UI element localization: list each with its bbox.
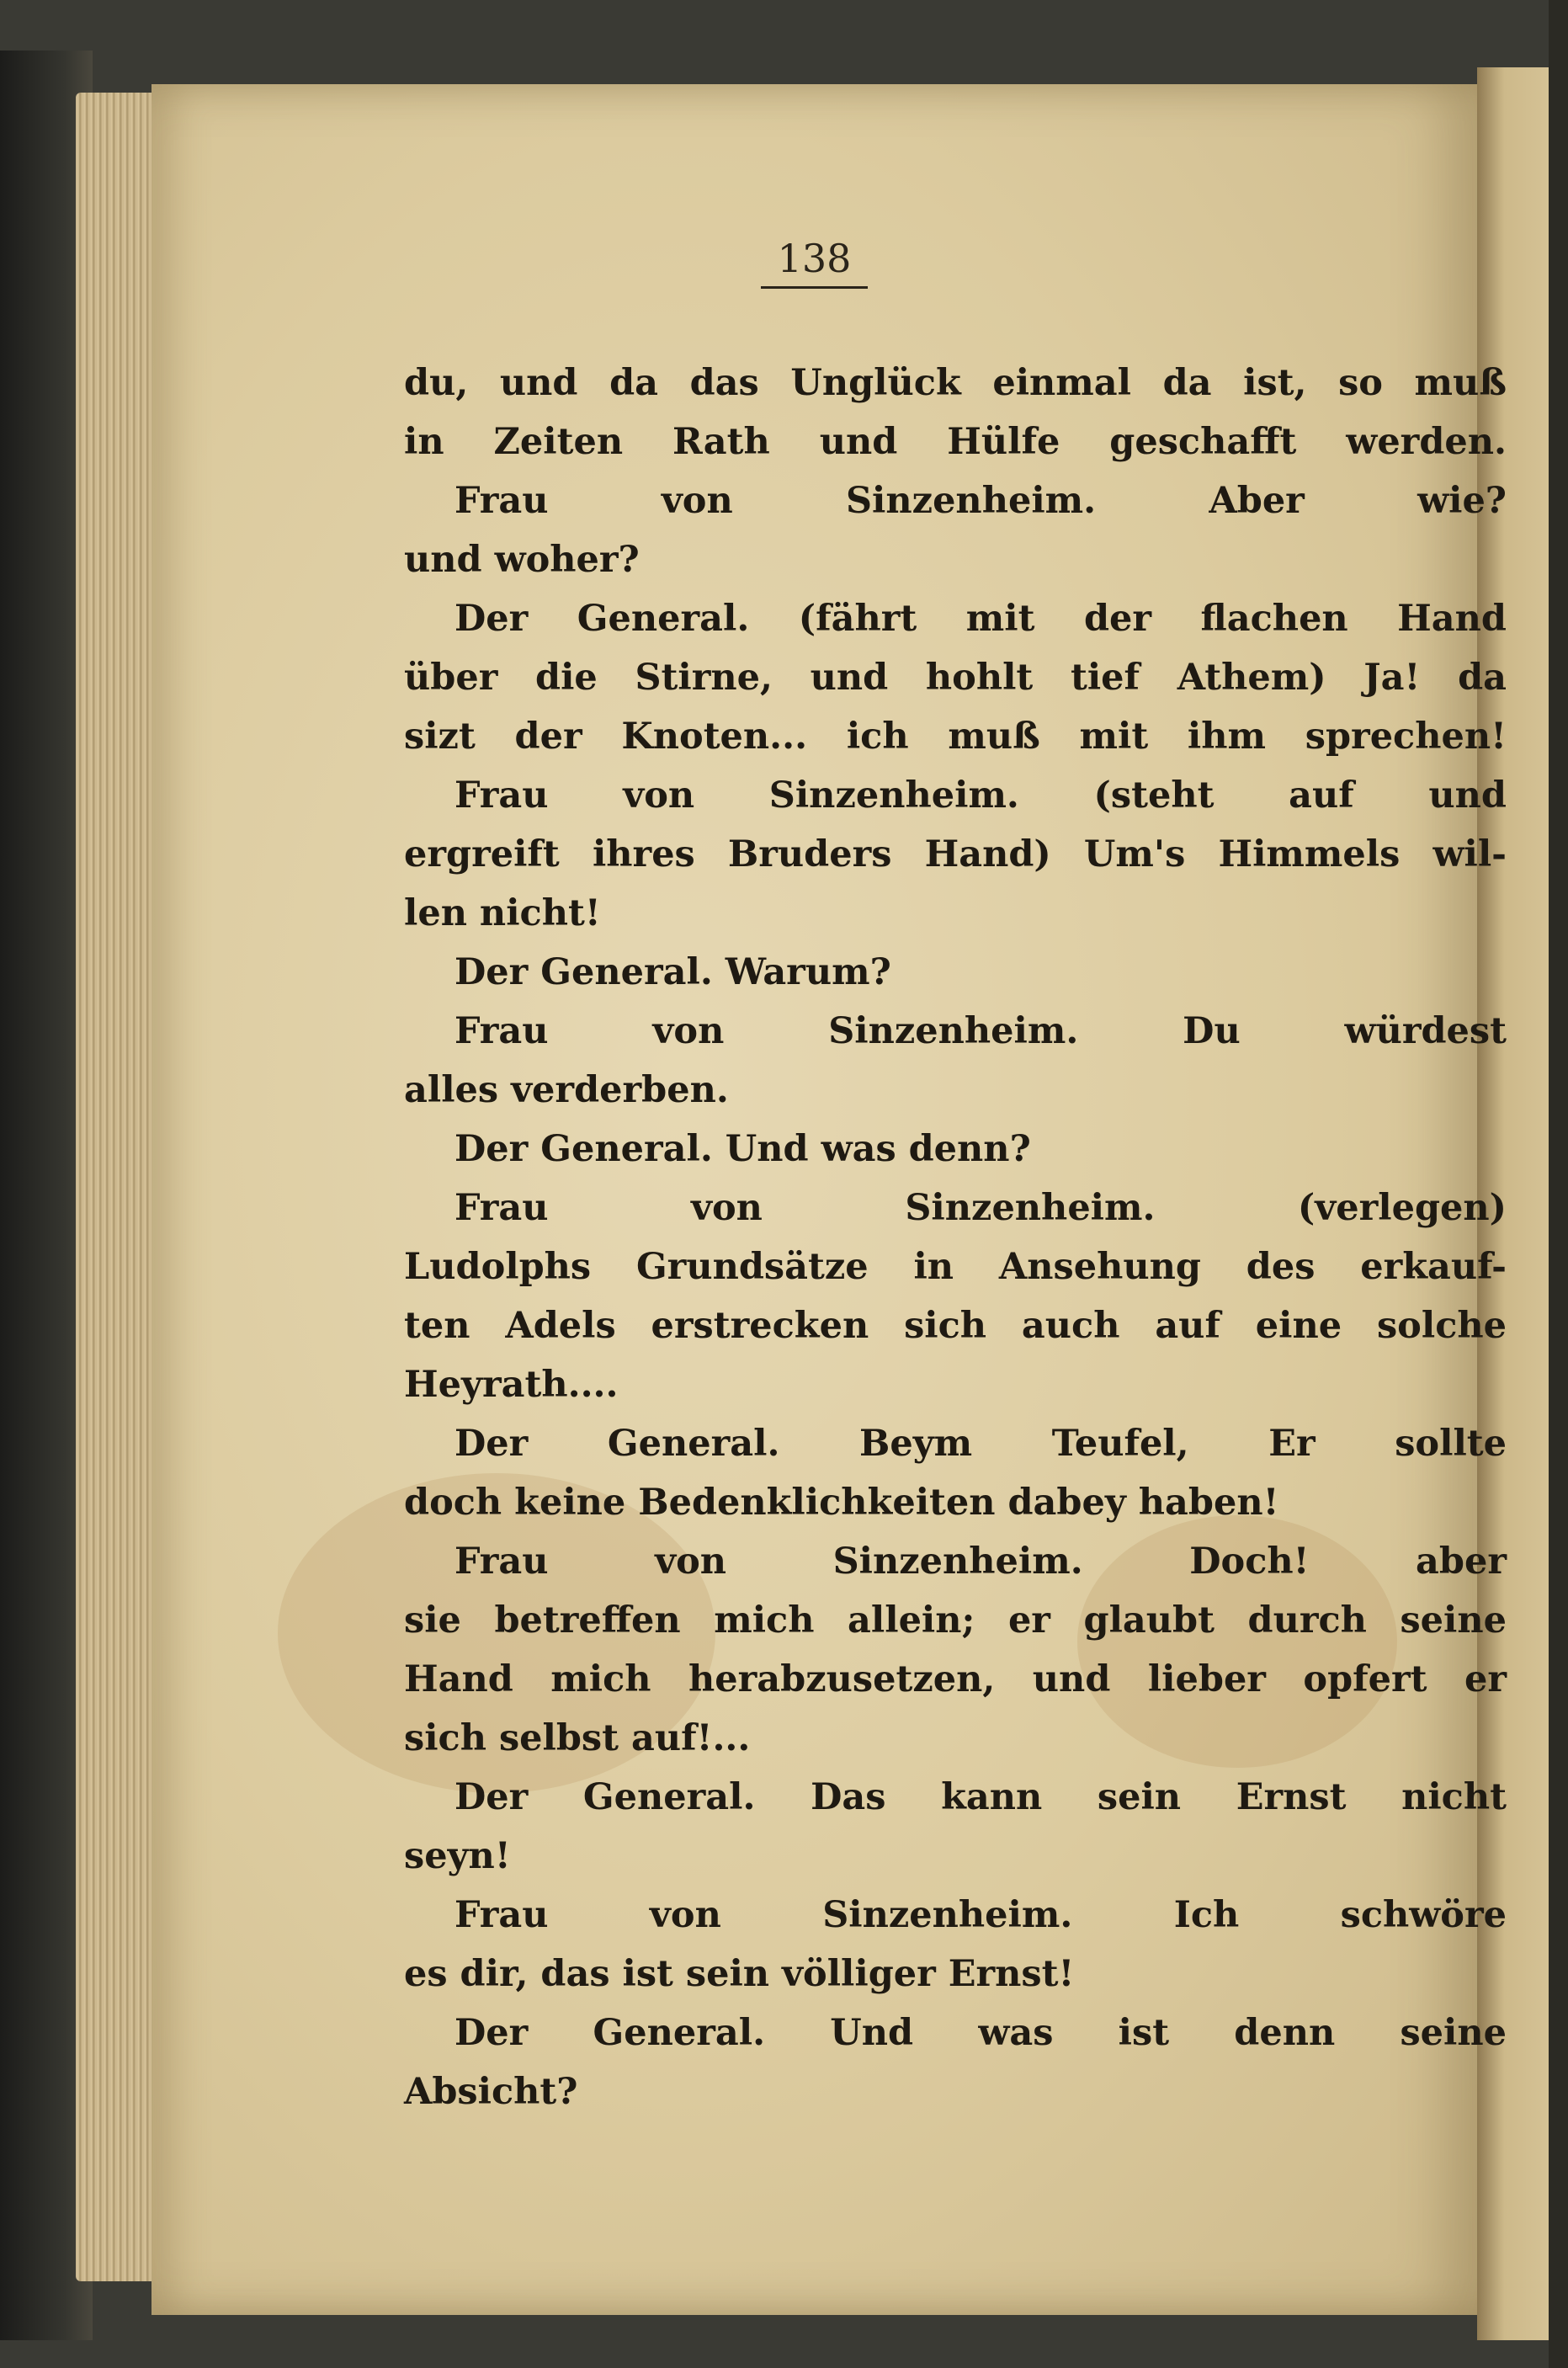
text-line: len nicht! — [404, 892, 601, 934]
text-line: Frau von Sinzenheim. (verlegen) — [454, 1187, 1507, 1229]
text-line: Der General. Und was denn? — [454, 1128, 1031, 1170]
text-line: Absicht? — [404, 2071, 578, 2113]
text-line: Frau von Sinzenheim. (steht auf und — [454, 774, 1507, 817]
text-line: alles verderben. — [404, 1069, 729, 1111]
text-line: doch keine Bedenklichkeiten dabey haben! — [404, 1482, 1279, 1524]
text-line: sie betreffen mich allein; er glaubt durch seine — [404, 1599, 1507, 1642]
text-line: es dir, das ist sein völliger Ernst! — [404, 1953, 1075, 1995]
text-line: du, und da das Unglück einmal da ist, so muß — [404, 362, 1507, 404]
text-line: Frau von Sinzenheim. Doch! aber — [454, 1541, 1507, 1583]
text-line: ergreift ihres Bruders Hand) Um's Himmels wil- — [404, 833, 1507, 875]
book-page — [151, 84, 1507, 2315]
page-number: 138 — [151, 236, 1477, 289]
text-line: Der General. Warum? — [454, 951, 891, 993]
text-line: Frau von Sinzenheim. Aber wie? — [454, 480, 1507, 522]
text-line: Ludolphs Grundsätze in Ansehung des erkauf- — [404, 1246, 1507, 1288]
text-line: Der General. Das kann sein Ernst nicht — [454, 1776, 1507, 1818]
scan-border — [1549, 0, 1568, 2368]
text-line: Der General. Und was ist denn seine — [454, 2012, 1507, 2054]
text-line: Heyrath.... — [404, 1364, 619, 1406]
text-line: sich selbst auf!... — [404, 1717, 751, 1759]
text-line: seyn! — [404, 1835, 511, 1877]
text-line: Der General. Beym Teufel, Er sollte — [454, 1423, 1507, 1465]
text-line: sizt der Knoten... ich muß mit ihm sprechen! — [404, 716, 1507, 758]
text-line: Hand mich herabzusetzen, und lieber opfert er — [404, 1658, 1507, 1700]
text-line: über die Stirne, und hohlt tief Athem) Ja! da — [404, 657, 1507, 699]
text-line: Frau von Sinzenheim. Ich schwöre — [454, 1894, 1507, 1936]
text-line: Der General. (fährt mit der flachen Hand — [454, 598, 1507, 640]
text-line: in Zeiten Rath und Hülfe geschafft werden. — [404, 421, 1507, 463]
text-line: ten Adels erstrecken sich auch auf eine solche — [404, 1305, 1507, 1347]
text-line: Frau von Sinzenheim. Du würdest — [454, 1010, 1507, 1052]
text-line: und woher? — [404, 539, 640, 581]
